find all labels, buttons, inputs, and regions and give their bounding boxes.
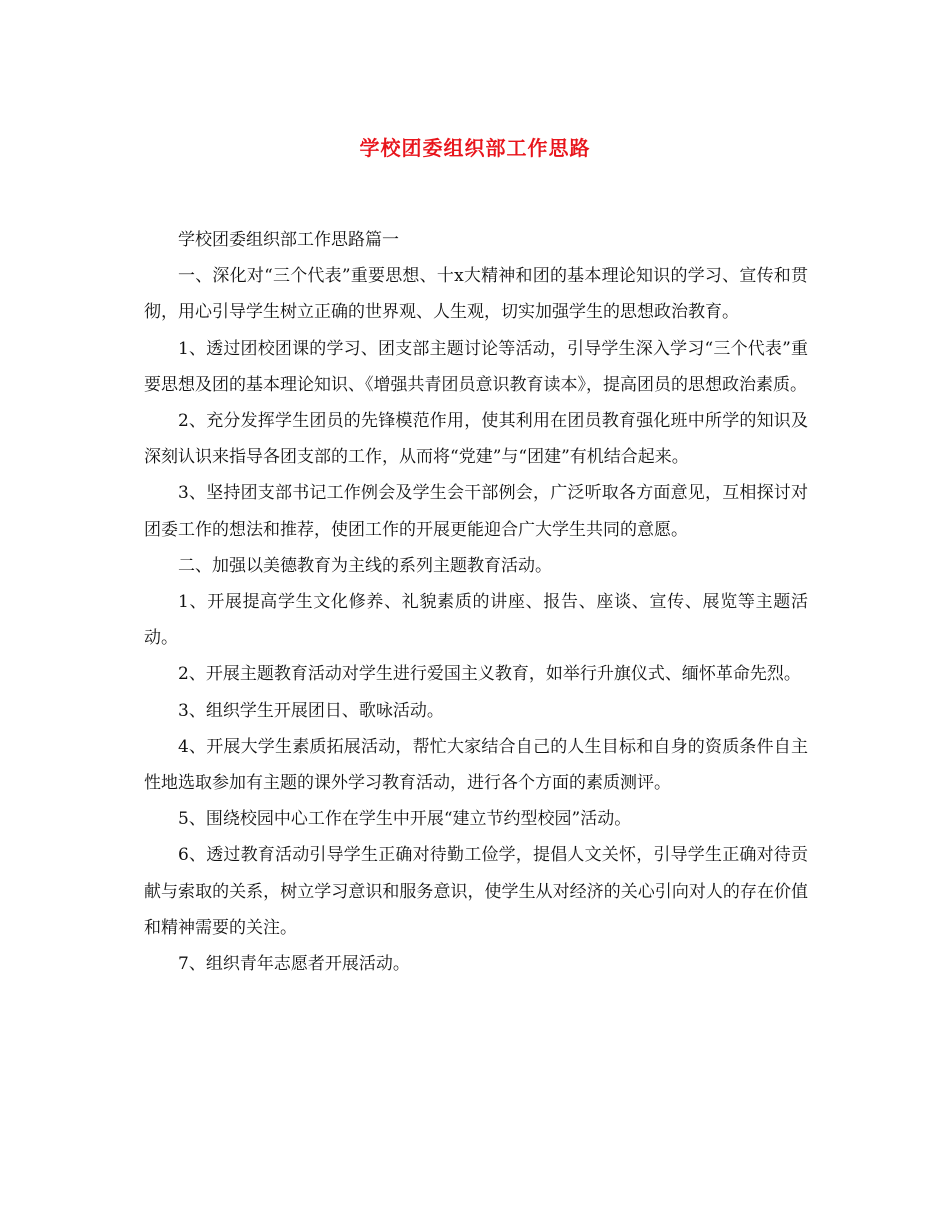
paragraph: 3、组织学生开展团日、歌咏活动。 (178, 700, 444, 721)
paragraph: 6、透过教育活动引导学生正确对待勤工俭学，提倡人文关怀，引导学生正确对待贡献与索取的关系，树立学习意识和服务意识，使学生从对经济的关心引向对人的存在价值和精神需要的关注。 (144, 845, 808, 938)
document-body (144, 222, 808, 982)
paragraph: 2、充分发挥学生团员的先锋模范作用，使其利用在团员教育强化班中所学的知识及深刻认识来指导各团支部的工作，从而将“党建”与“团建”有机结合起来。 (144, 411, 808, 468)
document-title: 学校团委组织部工作思路 (359, 136, 591, 160)
paragraph: 二、加强以美德教育为主线的系列主题教育活动。 (178, 555, 552, 576)
paragraph: 3、坚持团支部书记工作例会及学生会干部例会，广泛听取各方面意见，互相探讨对团委工作的想法和推荐，使团工作的开展更能迎合广大学生共同的意愿。 (144, 483, 808, 540)
paragraph: 一、深化对“三个代表”重要思想、十x大精神和团的基本理论知识的学习、宣传和贯彻，用心引导学生树立正确的世界观、人生观，切实加强学生的思想政治教育。 (144, 266, 808, 323)
paragraph: 学校团委组织部工作思路篇一 (178, 230, 399, 250)
paragraph: 2、开展主题教育活动对学生进行爱国主义教育，如举行升旗仪式、缅怀革命先烈。 (178, 664, 801, 685)
paragraph: 1、透过团校团课的学习、团支部主题讨论等活动，引导学生深入学习“三个代表”重要思想及团的基本理论知识、《增强共青团员意识教育读本》，提高团员的思想政治素质。 (144, 338, 808, 395)
paragraph: 4、开展大学生素质拓展活动，帮忙大家结合自己的人生目标和自身的资质条件自主性地选取参加有主题的课外学习教育活动，进行各个方面的素质测评。 (144, 736, 808, 794)
paragraph: 7、组织青年志愿者开展活动。 (178, 954, 410, 975)
paragraph: 5、围绕校园中心工作在学生中开展“建立节约型校园”活动。 (178, 809, 632, 830)
paragraph: 1、开展提高学生文化修养、礼貌素质的讲座、报告、座谈、宣传、展览等主题活动。 (144, 592, 808, 649)
